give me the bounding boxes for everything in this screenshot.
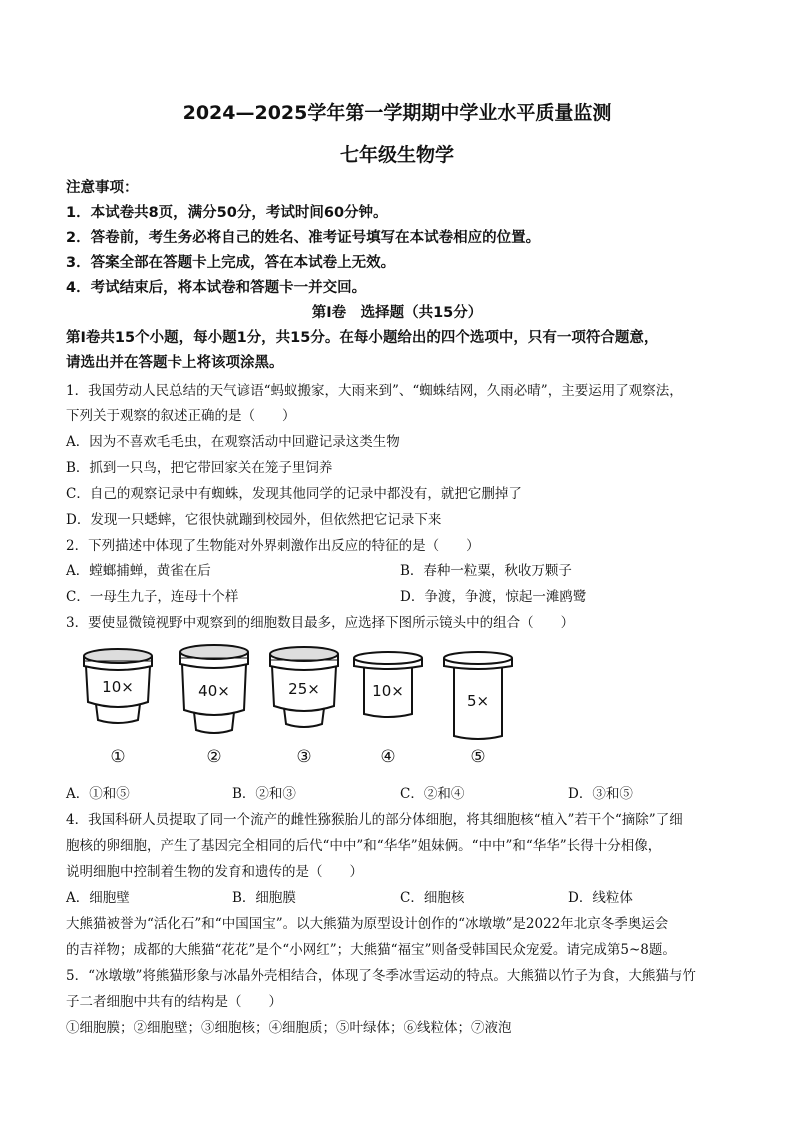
notice-item-2: 2．答卷前，考生务必将自己的姓名、准考证号填写在本试卷相应的位置。: [66, 230, 541, 246]
passage-line-2: 的吉祥物；成都的大熊猫“花花”是个“小网红”；大熊猫“福宝”则备受韩国民众宠爱。请完成第5~8题。: [66, 942, 676, 958]
q4-stem-3: 说明细胞中控制着生物的发育和遗传的是（ ）: [66, 864, 363, 880]
lens-2-num: ②: [206, 747, 222, 767]
lens-4-num: ④: [380, 747, 396, 767]
q3-option-c: C．②和④: [400, 786, 465, 802]
section-instruction-2: 请选出并在答题卡上将该项涂黑。: [66, 355, 284, 371]
section-title: 第Ⅰ卷 选择题（共15分）: [311, 305, 483, 321]
q3-stem: 3．要使显微镜视野中观察到的细胞数目最多，应选择下图所示镜头中的组合（ ）: [66, 615, 575, 631]
q5-structures: ①细胞膜；②细胞壁；③细胞核；④细胞质；⑤叶绿体；⑥线粒体；⑦液泡: [66, 1020, 512, 1036]
q2-stem: 2．下列描述中体现了生物能对外界刺激作出反应的特征的是（ ）: [66, 538, 480, 554]
lens-2-mag: 40×: [198, 682, 230, 700]
lens-3-mag: 25×: [288, 680, 320, 698]
lens-3-num: ③: [296, 747, 312, 767]
lens-figure: [72, 640, 532, 772]
q5-stem-1: 5．“冰墩墩”将熊猫形象与冰晶外壳相结合，体现了冬季冰雪运动的特点。大熊猫以竹子为食，大熊猫与竹: [66, 968, 696, 984]
exam-title: 2024—2025学年第一学期期中学业水平质量监测: [182, 102, 612, 124]
lens-4-mag: 10×: [372, 682, 404, 700]
notice-item-3: 3．答案全部在答题卡上完成，答在本试卷上无效。: [66, 255, 396, 271]
q4-option-b: B．细胞膜: [232, 890, 296, 906]
q1-option-d: D．发现一只蟋蟀，它很快就蹦到校园外，但依然把它记录下来: [66, 512, 442, 528]
lens-5-mag: 5×: [466, 692, 490, 710]
q3-option-d: D．③和⑤: [568, 786, 633, 802]
q4-option-d: D．线粒体: [568, 890, 633, 906]
q2-option-d: D．争渡，争渡，惊起一滩鸥鹭: [400, 589, 587, 605]
passage-line-1: 大熊猫被誉为“活化石”和“中国国宝”。以大熊猫为原型设计创作的“冰墩墩”是2022年北京冬季奥运会: [66, 916, 669, 932]
q1-stem-1: 1．我国劳动人民总结的天气谚语“蚂蚁搬家，大雨来到”、“蜘蛛结网，久雨必晴”，主要运用了观察法，: [66, 383, 683, 399]
notice-item-1: 1．本试卷共8页，满分50分，考试时间60分钟。: [66, 205, 388, 221]
lens-5-num: ⑤: [470, 747, 486, 767]
q2-option-c: C．一母生九子，连母十个样: [66, 589, 239, 605]
lens-1-mag: 10×: [102, 678, 134, 696]
q4-option-a: A．细胞壁: [66, 890, 130, 906]
notice-item-4: 4．考试结束后，将本试卷和答题卡一并交回。: [66, 280, 367, 296]
section-instruction-1: 第Ⅰ卷共15个小题，每小题1分，共15分。在每小题给出的四个选项中，只有一项符合题意，: [66, 330, 659, 346]
q1-option-c: C．自己的观察记录中有蜘蛛，发现其他同学的记录中都没有，就把它删掉了: [66, 486, 522, 502]
q2-option-b: B．春种一粒粟，秋收万颗子: [400, 563, 572, 579]
q3-option-b: B．②和③: [232, 786, 296, 802]
q5-stem-2: 子二者细胞中共有的结构是（ ）: [66, 994, 282, 1010]
q1-option-a: A．因为不喜欢毛毛虫，在观察活动中回避记录这类生物: [66, 434, 400, 450]
lens-1-num: ①: [110, 747, 126, 767]
q1-option-b: B．抓到一只鸟，把它带回家关在笼子里饲养: [66, 460, 333, 476]
q3-option-a: A．①和⑤: [66, 786, 130, 802]
q4-stem-2: 胞核的卵细胞，产生了基因完全相同的后代“中中”和“华华”姐妹俩。“中中”和“华华”长得十分相像，: [66, 838, 662, 854]
q1-stem-2: 下列关于观察的叙述正确的是（ ）: [66, 408, 296, 424]
q4-option-c: C．细胞核: [400, 890, 465, 906]
exam-subtitle: 七年级生物学: [339, 144, 454, 166]
notice-heading: 注意事项：: [66, 180, 139, 196]
q4-stem-1: 4．我国科研人员提取了同一个流产的雌性猕猴胎儿的部分体细胞，将其细胞核“植入”若干个“摘除”了细: [66, 812, 683, 828]
q2-option-a: A．螳螂捕蝉，黄雀在后: [66, 563, 211, 579]
